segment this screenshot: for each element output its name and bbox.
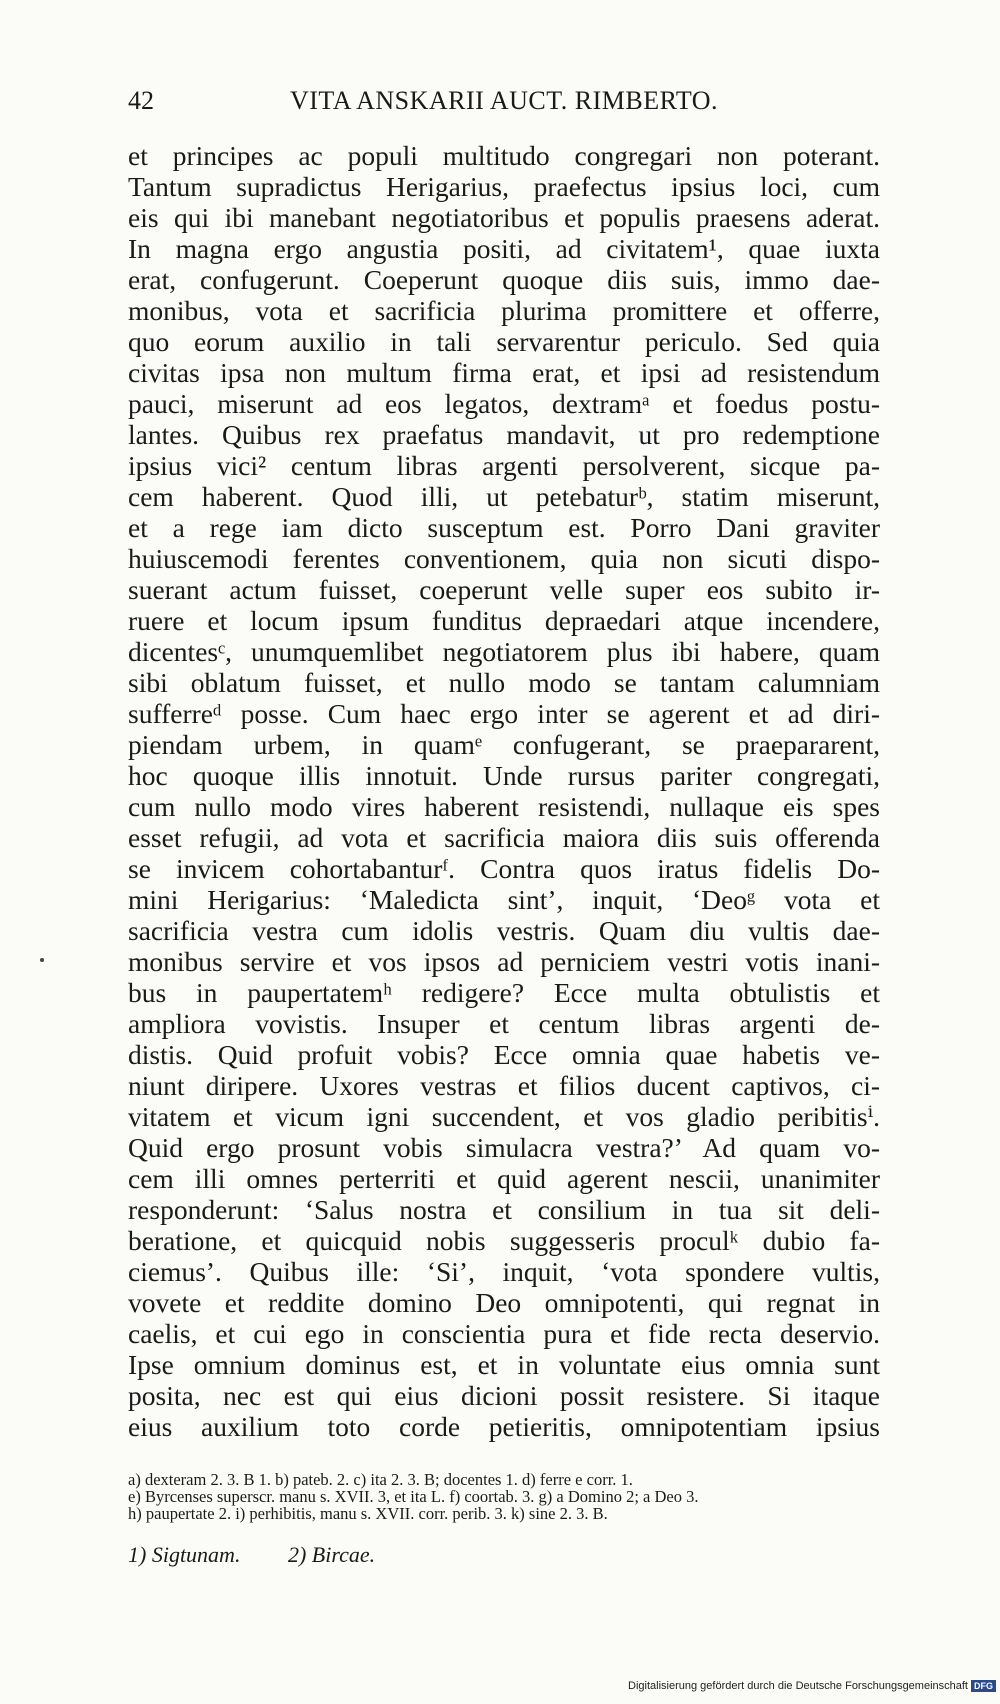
text-line: pauci, miserunt ad eos legatos, dextramᵃ et foedus postu- bbox=[128, 388, 880, 419]
apparatus-note-line: e) Byrcenses superscr. manu s. XVII. 3, et ita L. f) coortab. 3. g) a Domino 2; a Deo 3. bbox=[128, 1487, 699, 1506]
text-line: monibus servire et vos ipsos ad perniciem vestri votis inani- bbox=[128, 946, 880, 977]
text-line: vitatem et vicum igni succendent, et vos gladio peribitisⁱ. bbox=[128, 1101, 880, 1132]
text-line: sibi oblatum fuisset, et nullo modo se tantam calumniam bbox=[128, 667, 880, 698]
text-line: esset refugii, ad vota et sacrificia maiora diis suis offerenda bbox=[128, 822, 880, 853]
text-line: beratione, et quicquid nobis suggesseris proculᵏ dubio fa- bbox=[128, 1225, 880, 1256]
text-line: sufferreᵈ posse. Cum haec ergo inter se agerent et ad diri- bbox=[128, 698, 880, 729]
text-line: cum nullo modo vires haberent resistendi, nullaque eis spes bbox=[128, 791, 880, 822]
text-line: mini Herigarius: ‘Maledicta sint’, inquit, ‘Deoᵍ vota et bbox=[128, 884, 880, 915]
text-line: eius auxilium toto corde petieritis, omnipotentiam ipsius bbox=[128, 1411, 880, 1442]
margin-mark bbox=[40, 958, 44, 962]
apparatus-notes bbox=[128, 1471, 938, 1522]
text-line: hoc quoque illis innotuit. Unde rursus pariter congregati, bbox=[128, 760, 880, 791]
text-line: ipsius vici² centum libras argenti persolverent, sicque pa- bbox=[128, 450, 880, 481]
text-line: dicentesᶜ, unumquemlibet negotiatorem plus ibi habere, quam bbox=[128, 636, 880, 667]
text-line: Quid ergo prosunt vobis simulacra vestra?’ Ad quam vo- bbox=[128, 1132, 880, 1163]
text-line: responderunt: ‘Salus nostra et consilium in tua sit deli- bbox=[128, 1194, 880, 1225]
text-line: vovete et reddite domino Deo omnipotenti, qui regnat in bbox=[128, 1287, 880, 1318]
dfg-logo: DFG bbox=[971, 1680, 996, 1692]
text-line: In magna ergo angustia positi, ad civitatem¹, quae iuxta bbox=[128, 233, 880, 264]
text-line: cem illi omnes perterriti et quid agerent nescii, unanimiter bbox=[128, 1163, 880, 1194]
source-note-1: 1) Sigtunam. bbox=[128, 1542, 241, 1567]
text-line: piendam urbem, in quamᵉ confugerant, se praepararent, bbox=[128, 729, 880, 760]
text-line: Tantum supradictus Herigarius, praefectus ipsius loci, cum bbox=[128, 171, 880, 202]
apparatus-note-line: a) dexteram 2. 3. B 1. b) pateb. 2. c) ita 2. 3. B; docentes 1. d) ferre e corr. 1. bbox=[128, 1470, 633, 1489]
text-line: monibus, vota et sacrificia plurima promittere et offerre, bbox=[128, 295, 880, 326]
credit-text: Digitalisierung gefördert durch die Deutsche Forschungsgemeinschaft bbox=[628, 1679, 968, 1692]
text-line: distis. Quid profuit vobis? Ecce omnia quae habetis ve- bbox=[128, 1039, 880, 1070]
text-line: bus in paupertatemʰ redigere? Ecce multa obtulistis et bbox=[128, 977, 880, 1008]
text-line: quo eorum auxilio in tali servarentur periculo. Sed quia bbox=[128, 326, 880, 357]
text-line: se invicem cohortabanturᶠ. Contra quos iratus fidelis Do- bbox=[128, 853, 880, 884]
text-line: huiuscemodi ferentes conventionem, quia non sicuti dispo- bbox=[128, 543, 880, 574]
text-line: caelis, et cui ego in conscientia pura et fide recta deservio. bbox=[128, 1318, 880, 1349]
text-line: ampliora vovistis. Insuper et centum libras argenti de- bbox=[128, 1008, 880, 1039]
text-line: et a rege iam dicto susceptum est. Porro Dani graviter bbox=[128, 512, 880, 543]
text-line: posita, nec est qui eius dicioni possit resistere. Si itaque bbox=[128, 1380, 880, 1411]
text-line: erat, confugerunt. Coeperunt quoque diis suis, immo dae- bbox=[128, 264, 880, 295]
text-line: ruere et locum ipsum funditus depraedari atque incendere, bbox=[128, 605, 880, 636]
text-line: civitas ipsa non multum firma erat, et ipsi ad resistendum bbox=[128, 357, 880, 388]
digitization-credit bbox=[628, 1680, 996, 1692]
page-number: 42 bbox=[128, 86, 154, 115]
apparatus-note-line: h) paupertate 2. i) perhibitis, manu s. XVII. corr. perib. 3. k) sine 2. 3. B. bbox=[128, 1504, 608, 1523]
main-text bbox=[128, 140, 880, 1442]
text-line: cem haberent. Quod illi, ut petebaturᵇ, statim miserunt, bbox=[128, 481, 880, 512]
source-notes bbox=[128, 1542, 375, 1568]
text-line: ciemus’. Quibus ille: ‘Si’, inquit, ‘vota spondere vultis, bbox=[128, 1256, 880, 1287]
text-line: lantes. Quibus rex praefatus mandavit, ut pro redemptione bbox=[128, 419, 880, 450]
page-header bbox=[128, 86, 880, 120]
text-line: sacrificia vestra cum idolis vestris. Quam diu vultis dae- bbox=[128, 915, 880, 946]
text-line: eis qui ibi manebant negotiatoribus et populis praesens aderat. bbox=[128, 202, 880, 233]
text-line: et principes ac populi multitudo congregari non poterant. bbox=[128, 140, 880, 171]
text-line: suerant actum fuisset, coeperunt velle super eos subito ir- bbox=[128, 574, 880, 605]
running-title: VITA ANSKARII AUCT. RIMBERTO. bbox=[289, 86, 719, 115]
source-note-2: 2) Bircae. bbox=[287, 1542, 376, 1567]
text-line: Ipse omnium dominus est, et in voluntate eius omnia sunt bbox=[128, 1349, 880, 1380]
text-line: niunt diripere. Uxores vestras et filios ducent captivos, ci- bbox=[128, 1070, 880, 1101]
